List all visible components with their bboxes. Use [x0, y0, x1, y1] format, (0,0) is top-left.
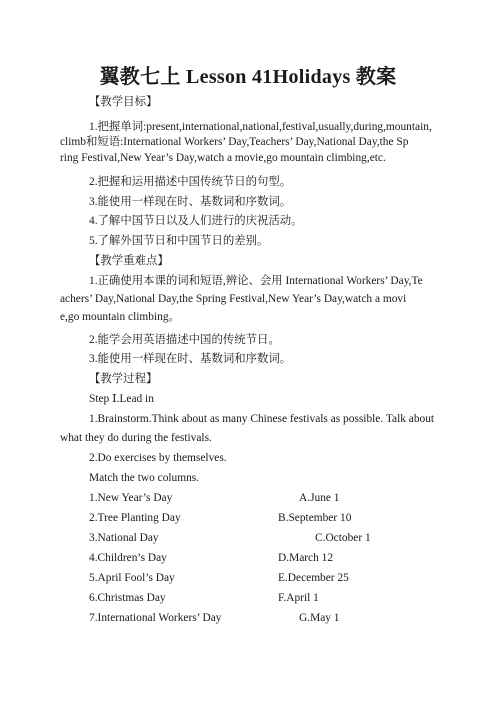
match-instruction: Match the two columns. — [89, 472, 200, 484]
objective-2: 2.把握和运用描述中国传统节日的句型。 — [89, 176, 292, 188]
objective-1-line-3: ring Festival,New Year’s Day,watch a movie,go mountain climbing,etc. — [60, 152, 386, 164]
match-right-5: E.December 25 — [278, 572, 349, 584]
document-title: 翼教七上 Lesson 41Holidays 教案 — [99, 66, 397, 88]
key-point-2: 2.能学会用英语描述中国的传统节日。 — [89, 334, 280, 346]
match-right-1: A.June 1 — [299, 492, 340, 504]
key-points-heading: 【教学重难点】 — [89, 255, 169, 267]
brainstorm-line-1: 1.Brainstorm.Think about as many Chinese festivals as possible. Talk about — [89, 413, 435, 425]
match-right-4: D.March 12 — [278, 552, 334, 564]
step-1-heading: Step Ⅰ.Lead in — [89, 393, 154, 405]
process-heading: 【教学过程】 — [89, 373, 158, 385]
match-right-7: G.May 1 — [299, 612, 340, 624]
key-point-1-line-3: e,go mountain climbing。 — [60, 311, 180, 323]
brainstorm-line-2: what they do during the festivals. — [60, 432, 212, 444]
key-point-1-line-1: 1.正确使用本课的词和短语,辨论、会用 International Workers’ Day,Te — [89, 275, 423, 287]
match-left-3: 3.National Day — [89, 532, 159, 544]
key-point-1-line-2: achers’ Day,National Day,the Spring Festival,New Year’s Day,watch a movi — [60, 293, 407, 305]
match-right-2: B.September 10 — [278, 512, 352, 524]
objective-1-line-2: climb和短语:International Workers’ Day,Teachers’ Day,National Day,the Sp — [60, 136, 409, 148]
match-right-3: C.October 1 — [315, 532, 371, 544]
objective-4: 4.了解中国节日以及人们进行的庆祝活动。 — [89, 215, 303, 227]
key-point-3: 3.能使用一样现在时、基数词和序数词。 — [89, 353, 292, 365]
match-left-5: 5.April Fool’s Day — [89, 572, 175, 584]
objective-3: 3.能使用一样现在时、基数词和序数词。 — [89, 196, 292, 208]
objective-5: 5.了解外国节日和中国节日的差别。 — [89, 235, 269, 247]
match-left-1: 1.New Year’s Day — [89, 492, 173, 504]
match-left-7: 7.International Workers’ Day — [89, 612, 222, 624]
match-left-2: 2.Tree Planting Day — [89, 512, 181, 524]
match-right-6: F.April 1 — [278, 592, 319, 604]
match-left-6: 6.Christmas Day — [89, 592, 166, 604]
match-left-4: 4.Children’s Day — [89, 552, 167, 564]
exercise-instruction: 2.Do exercises by themselves. — [89, 452, 227, 464]
objective-1-line-1: 1.把握单词:present,international,national,festival,usually,during,mountain, — [89, 121, 432, 133]
objectives-heading: 【教学目标】 — [89, 96, 158, 108]
